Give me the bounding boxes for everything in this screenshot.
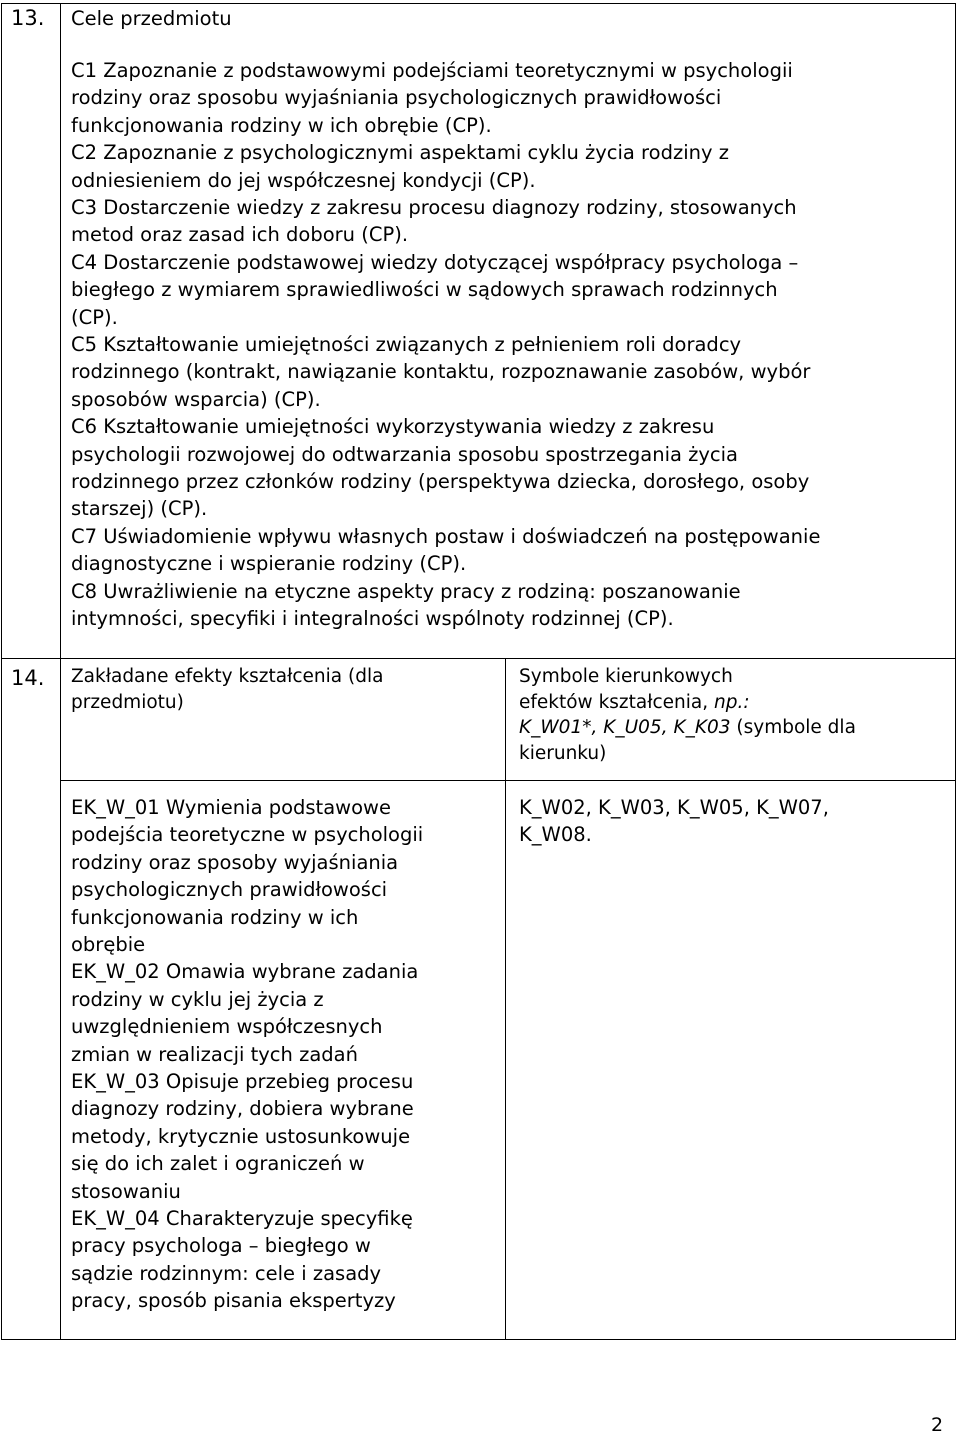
objective-line: funkcjonowania rodziny w ich obrębie (CP).: [71, 113, 492, 137]
effects-column-divider: [505, 658, 506, 1340]
objective-line: intymności, specyfiki i integralności wspólnoty rodzinnej (CP).: [71, 607, 674, 630]
objective-line: biegłego z wymiarem sprawiedliwości w sądowych sprawach rodzinnych: [71, 278, 778, 302]
effect-line: EK_W_01 Wymienia podstawowe: [71, 796, 391, 819]
table-border-bottom: [1, 1339, 956, 1340]
objective-line: C2 Zapoznanie z psychologicznymi aspektami cyklu życia rodziny z: [71, 141, 729, 165]
objective-line: rodzinnego przez członków rodziny (perspektywa dziecka, dorosłego, osoby: [71, 470, 810, 493]
objective-line: rodzinnego (kontrakt, nawiązanie kontaktu, rozpoznawanie zasobów, wybór: [71, 360, 811, 384]
effect-line: zmian w realizacji tych zadań: [71, 1042, 358, 1066]
effect-line: rodziny oraz sposoby wyjaśniania: [71, 850, 399, 874]
section-13-title: Cele przedmiotu: [71, 7, 232, 30]
effect-line: pracy, sposób pisania ekspertyzy: [71, 1289, 396, 1313]
section-13-number: 13.: [11, 6, 45, 30]
symbols-line: K_W02, K_W03, K_W05, K_W07,: [519, 796, 829, 819]
effect-line: rodziny w cyklu jej życia z: [71, 987, 324, 1011]
symbols-line: K_W08.: [519, 823, 592, 847]
symbols-header-line: kierunku): [519, 742, 607, 764]
effect-line: uwzględnieniem współczesnych: [71, 1015, 383, 1039]
number-column-divider: [60, 3, 61, 1340]
table-border-top: [1, 3, 956, 4]
effect-line: funkcjonowania rodziny w ich: [71, 905, 359, 929]
effect-line: obrębie: [71, 933, 146, 956]
objective-line: rodziny oraz sposobu wyjaśniania psychologicznych prawidłowości: [71, 86, 722, 110]
symbols-header-line: efektów kształcenia, np.:: [519, 691, 750, 713]
effect-line: diagnozy rodziny, dobiera wybrane: [71, 1097, 414, 1121]
effect-line: podejścia teoretyczne w psychologii: [71, 823, 424, 847]
objective-line: odniesieniem do jej współczesnej kondycji (CP).: [71, 168, 536, 192]
effect-line: pracy psychologa – biegłego w: [71, 1234, 371, 1258]
effect-line: EK_W_03 Opisuje przebieg procesu: [71, 1070, 414, 1093]
effect-line: metody, krytycznie ustosunkowuje: [71, 1124, 411, 1148]
objective-line: diagnostyczne i wspieranie rodziny (CP).: [71, 552, 467, 576]
effects-header-line: Zakładane efekty kształcenia (dla: [71, 666, 384, 687]
section-14-number: 14.: [11, 666, 45, 690]
objective-line: C4 Dostarczenie podstawowej wiedzy dotyczącej współpracy psychologa –: [71, 250, 799, 274]
effect-line: EK_W_02 Omawia wybrane zadania: [71, 960, 419, 984]
objective-line: C6 Kształtowanie umiejętności wykorzystywania wiedzy z zakresu: [71, 415, 715, 439]
header-row-divider: [60, 780, 956, 781]
objective-line: C1 Zapoznanie z podstawowymi podejściami teoretycznymi w psychologii: [71, 59, 793, 82]
objective-line: C3 Dostarczenie wiedzy z zakresu procesu diagnozy rodziny, stosowanych: [71, 196, 797, 219]
objective-line: starszej) (CP).: [71, 497, 208, 521]
section-divider: [1, 658, 956, 659]
objective-line: C7 Uświadomienie wpływu własnych postaw i doświadczeń na postępowanie: [71, 524, 821, 548]
effect-line: sądzie rodzinnym: cele i zasady: [71, 1261, 382, 1285]
objective-line: sposobów wsparcia) (CP).: [71, 387, 321, 411]
page-number: 2: [931, 1414, 944, 1436]
effect-line: EK_W_04 Charakteryzuje specyfikę: [71, 1207, 413, 1230]
objective-line: C8 Uwrażliwienie na etyczne aspekty pracy z rodziną: poszanowanie: [71, 579, 741, 603]
objective-line: C5 Kształtowanie umiejętności związanych z pełnieniem roli doradcy: [71, 333, 742, 356]
objective-line: (CP).: [71, 305, 118, 329]
table-border-right: [955, 3, 956, 1340]
effect-line: psychologicznych prawidłowości: [71, 878, 388, 902]
objective-line: psychologii rozwojowej do odtwarzania sposobu spostrzegania życia: [71, 442, 739, 466]
symbols-header-line: Symbole kierunkowych: [519, 666, 733, 687]
effect-line: stosowaniu: [71, 1179, 181, 1203]
objective-line: metod oraz zasad ich doboru (CP).: [71, 223, 409, 247]
effect-line: się do ich zalet i ograniczeń w: [71, 1152, 365, 1176]
effects-header-line: przedmiotu): [71, 691, 184, 713]
symbols-header-line: K_W01*, K_U05, K_K03 (symbole dla: [519, 717, 856, 738]
table-border-left: [1, 3, 2, 1340]
